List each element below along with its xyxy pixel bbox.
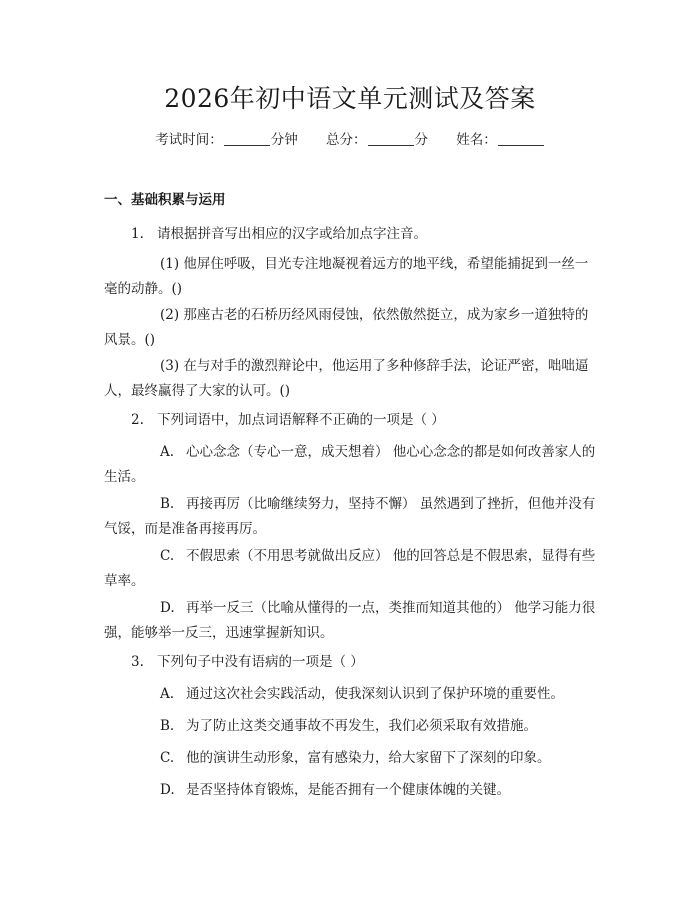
option-c: [104, 544, 600, 594]
option-text: 再接再厉（比喻继续努力，坚持不懈） 虽然遇到了挫折，但他并没有气馁，而是准备再接再厉。: [104, 496, 596, 537]
sub-item: (1) 他屏住呼吸，目光专注地凝视着远方的地平线，希望能捕捉到一丝一毫的动静。(): [104, 256, 589, 297]
option-d: [104, 596, 600, 646]
option-a: [104, 682, 600, 707]
option-d: [104, 778, 600, 803]
name-blank: [498, 131, 544, 146]
time-blank: [224, 131, 270, 146]
option-c: [104, 746, 600, 771]
question-stem: 下列句子中没有语病的一项是（ ）: [157, 654, 364, 670]
exam-time: [155, 130, 298, 150]
question-2: [131, 409, 445, 431]
option-letter: D.: [160, 600, 175, 616]
sub-item: (2) 那座古老的石桥历经风雨侵蚀，依然傲然挺立，成为家乡一道独特的风景。(): [104, 307, 589, 348]
option-b: [104, 492, 600, 542]
option-text: 通过这次社会实践活动，使我深刻认识到了保护环境的重要性。: [186, 686, 564, 702]
time-label: 考试时间：: [155, 132, 223, 148]
question-number: 2.: [131, 412, 144, 428]
name-label: 姓名：: [456, 132, 497, 148]
sub-item: (3) 在与对手的激烈辩论中，他运用了多种修辞手法，论证严密，咄咄逼人，最终赢得了大家的认可。(): [104, 358, 589, 399]
option-b: [104, 714, 600, 739]
score-unit: 分: [414, 132, 428, 148]
question-stem: 下列词语中，加点词语解释不正确的一项是（ ）: [157, 412, 445, 428]
question-3: [131, 651, 364, 673]
page-title: 2026年初中语文单元测试及答案: [164, 84, 536, 113]
section-heading: 一、基础积累与运用: [104, 192, 226, 208]
score-blank: [368, 131, 414, 146]
exam-name: [456, 130, 545, 150]
question-1: [131, 223, 427, 245]
question-stem: 请根据拼音写出相应的汉字或给加点字注音。: [157, 226, 427, 242]
option-text: 是否坚持体育锻炼，是能否拥有一个健康体魄的关键。: [186, 782, 510, 798]
option-letter: B.: [160, 718, 175, 734]
option-text: 不假思索（不用思考就做出反应） 他的回答总是不假思索，显得有些草率。: [104, 548, 596, 589]
option-letter: A.: [160, 444, 175, 460]
option-letter: C.: [160, 548, 175, 564]
option-text: 他的演讲生动形象，富有感染力，给大家留下了深刻的印象。: [186, 750, 551, 766]
exam-meta: [0, 130, 700, 150]
option-letter: A.: [160, 686, 175, 702]
time-unit: 分钟: [270, 132, 298, 148]
option-text: 心心念念（专心一意，成天想着） 他心心念念的都是如何改善家人的生活。: [104, 444, 596, 485]
option-text: 为了防止这类交通事故不再发生，我们必须采取有效措施。: [186, 718, 537, 734]
question-number: 1.: [131, 226, 144, 242]
option-letter: C.: [160, 750, 175, 766]
score-label: 总分：: [326, 132, 367, 148]
option-a: [104, 440, 600, 490]
option-letter: B.: [160, 496, 175, 512]
question-number: 3.: [131, 654, 144, 670]
exam-score: [326, 130, 428, 150]
option-letter: D.: [160, 782, 175, 798]
option-text: 再举一反三（比喻从懂得的一点，类推而知道其他的） 他学习能力很强，能够举一反三，迅速掌握新知识。: [104, 600, 596, 641]
